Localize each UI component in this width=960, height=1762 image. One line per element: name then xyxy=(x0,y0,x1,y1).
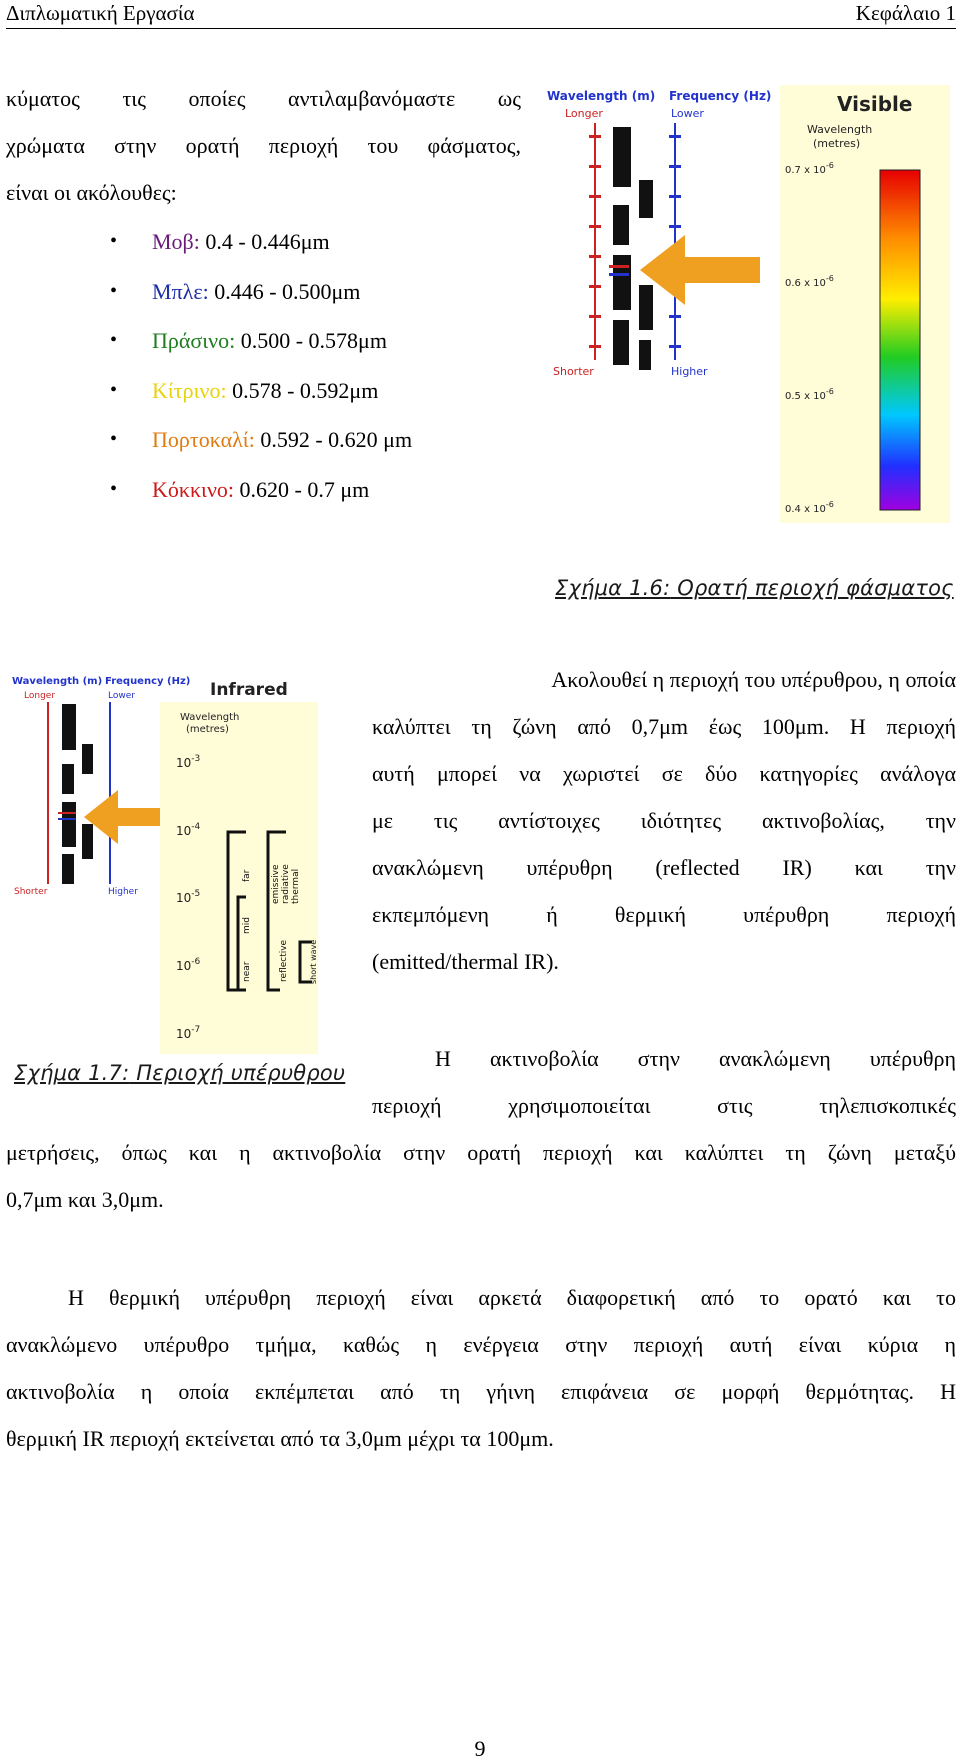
color-name: Πράσινο: xyxy=(152,328,236,353)
wavelength-title: Wavelength (m) xyxy=(12,676,103,687)
color-range: 0.578 - 0.592μm xyxy=(226,377,379,403)
paragraph-line: αυτή μπορεί να χωριστεί σε δύο κατηγορίες ανάλογα xyxy=(372,761,956,786)
list-item xyxy=(110,415,412,465)
tick-label: 0.4 x 10 xyxy=(785,504,826,515)
tick-exp: -6 xyxy=(825,500,834,509)
tick-exp: -6 xyxy=(825,161,834,170)
tick-label: 0.6 x 10 xyxy=(785,278,826,289)
scale-label: Wavelength xyxy=(180,712,240,723)
color-range: 0.592 - 0.620 μm xyxy=(254,427,413,452)
paragraph-line: καλύπτει τη ζώνη από 0,7μm έως 100μm. Η περιοχή xyxy=(372,714,956,739)
shorter-label: Shorter xyxy=(553,365,594,378)
header-title: Διπλωματική Εργασία xyxy=(6,1,195,25)
longer-label: Longer xyxy=(24,691,56,701)
page-number: 9 xyxy=(474,1736,486,1761)
color-name: Κίτρινο: xyxy=(152,377,227,403)
lower-label: Lower xyxy=(671,107,704,120)
color-range: 0.620 - 0.7 μm xyxy=(234,476,370,502)
list-item xyxy=(110,217,412,267)
list-item xyxy=(110,465,412,515)
lower-label: Lower xyxy=(108,691,135,701)
color-name: Πορτοκαλί: xyxy=(152,427,255,452)
tick-exp: -4 xyxy=(191,822,201,832)
color-range: 0.446 - 0.500μm xyxy=(208,278,361,304)
paragraph-line: περιοχή χρησιμοποιείται στις τηλεπισκοπικές xyxy=(372,1093,956,1118)
tick-exp: -6 xyxy=(825,387,834,396)
color-range: 0.4 - 0.446μm xyxy=(199,229,330,254)
list-item xyxy=(110,267,412,317)
band-label: reflective xyxy=(279,939,289,982)
longer-label: Longer xyxy=(565,107,603,120)
infrared-figure xyxy=(10,672,320,1057)
paragraph-line: Ακολουθεί η περιοχή του υπέρυθρου, η οποία xyxy=(551,667,956,692)
tick-label: 10 xyxy=(176,756,192,770)
tick-exp: -5 xyxy=(191,889,201,899)
scale-label: (metres) xyxy=(813,137,861,150)
tick-label: 10 xyxy=(176,959,192,973)
tick-label: 10 xyxy=(176,824,192,838)
band-label: mid xyxy=(242,917,252,934)
caption-prefix: Σχήμα 1.6: xyxy=(555,576,671,600)
paragraph-line: 0,7μm και 3,0μm. xyxy=(6,1187,164,1212)
visible-spectrum-figure xyxy=(545,85,955,590)
higher-label: Higher xyxy=(108,887,138,897)
intro-line: χρώματα στην ορατή περιοχή του φάσματος, xyxy=(6,133,521,158)
band-label: far xyxy=(242,869,252,882)
color-range: 0.500 - 0.578μm xyxy=(235,328,387,353)
paragraph-line: ανακλώμενο υπέρυθρο τμήμα, καθώς η ενέργεια στην περιοχή αυτή είναι κύρια η xyxy=(6,1332,956,1357)
paragraph-line: Η θερμική υπέρυθρη περιοχή είναι αρκετά διαφορετική από το ορατό και το xyxy=(68,1285,956,1310)
intro-line: κύματος τις οποίες αντιλαμβανόμαστε ως xyxy=(6,86,521,111)
paragraph-line: εκπεμπόμενη ή θερμική υπέρυθρη περιοχή xyxy=(372,902,956,927)
higher-label: Higher xyxy=(671,365,708,378)
tick-label: 10 xyxy=(176,1027,192,1041)
scale-label: Wavelength xyxy=(807,123,873,136)
caption-prefix: Σχήμα 1.7: xyxy=(14,1061,130,1085)
color-name: Μοβ: xyxy=(152,229,200,254)
band-label: short wave xyxy=(309,939,318,984)
band-label: emissive xyxy=(271,864,281,904)
tick-label: 0.7 x 10 xyxy=(785,165,826,176)
tick-label: 10 xyxy=(176,891,192,905)
band-label: thermal xyxy=(291,868,301,904)
band-label: radiative xyxy=(281,864,291,904)
frequency-title: Frequency (Hz) xyxy=(669,89,772,103)
header-chapter: Κεφάλαιο 1 xyxy=(855,1,956,25)
color-ranges-list xyxy=(110,217,412,514)
paragraph-line: ανακλώμενη υπέρυθρη (reflected IR) και την xyxy=(372,855,956,880)
color-name: Μπλε: xyxy=(152,278,209,304)
figure-caption xyxy=(14,1061,345,1085)
paragraph-line: με τις αντίστοιχες ιδιότητες ακτινοβολίας, την xyxy=(372,808,956,833)
paragraph-line: (emitted/thermal IR). xyxy=(372,949,559,974)
list-item xyxy=(110,366,412,416)
paragraph-line: ακτινοβολία η οποία εκπέμπεται από τη γήινη επιφάνεια σε μορφή θερμότητας. Η xyxy=(6,1379,956,1404)
infrared-title: Infrared xyxy=(210,680,288,700)
page-header xyxy=(6,0,956,29)
paragraph-line: μετρήσεις, όπως και η ακτινοβολία στην ορατή περιοχή και καλύπτει τη ζώνη μεταξύ xyxy=(6,1140,956,1165)
visible-title: Visible xyxy=(837,92,913,116)
figure-caption xyxy=(555,576,954,600)
caption-text: Ορατή περιοχή φάσματος xyxy=(670,576,954,600)
color-name: Κόκκινο: xyxy=(152,476,235,502)
scale-label: (metres) xyxy=(186,724,229,735)
tick-exp: -7 xyxy=(191,1025,201,1035)
intro-line: είναι οι ακόλουθες: xyxy=(6,180,177,205)
shorter-label: Shorter xyxy=(14,887,48,897)
tick-label: 0.5 x 10 xyxy=(785,391,826,402)
tick-exp: -6 xyxy=(825,274,834,283)
paragraph-line: θερμική IR περιοχή εκτείνεται από τα 3,0μm μέχρι τα 100μm. xyxy=(6,1426,554,1451)
frequency-title: Frequency (Hz) xyxy=(105,676,191,687)
wavelength-title: Wavelength (m) xyxy=(547,89,656,103)
tick-exp: -6 xyxy=(191,957,201,967)
tick-exp: -3 xyxy=(191,754,201,764)
caption-text: Περιοχή υπέρυθρου xyxy=(129,1061,346,1085)
paragraph-line: Η ακτινοβολία στην ανακλώμενη υπέρυθρη xyxy=(435,1046,956,1071)
band-label: near xyxy=(242,961,252,982)
list-item xyxy=(110,316,412,366)
